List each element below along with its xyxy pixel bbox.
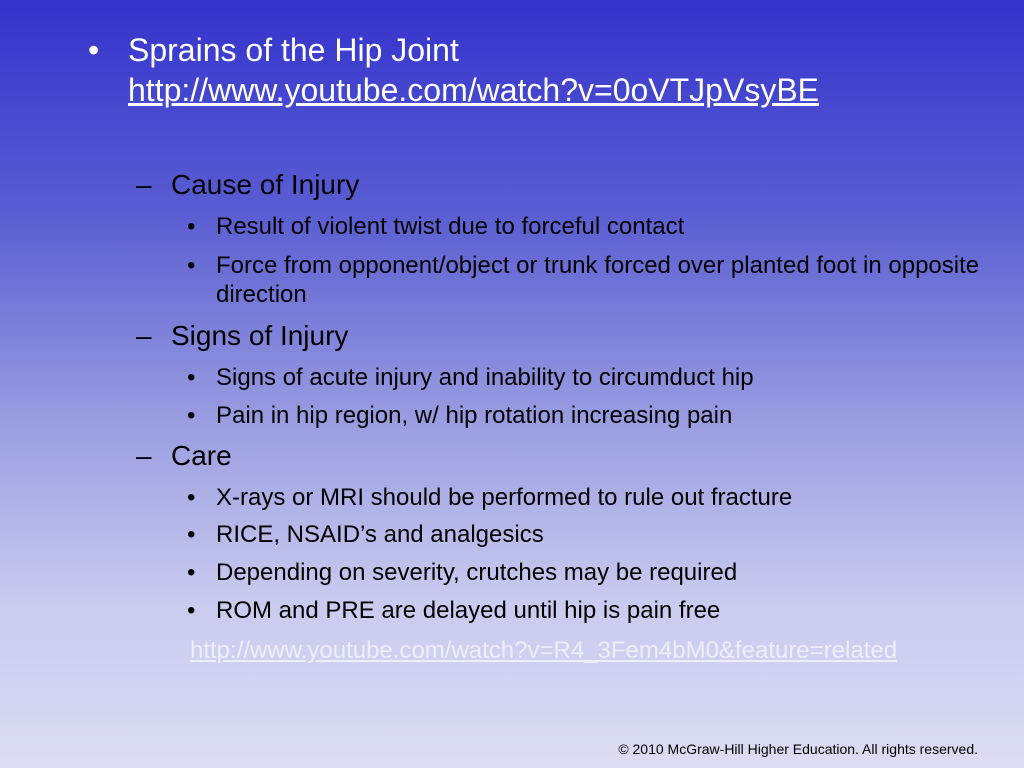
list-item-text: Signs of acute injury and inability to circumduct hip: [216, 364, 754, 391]
bullet-icon: •: [187, 521, 196, 548]
list-item-text: RICE, NSAID’s and analgesics: [216, 521, 544, 548]
copyright-footer: © 2010 McGraw-Hill Higher Education. All rights reserved.: [618, 741, 978, 757]
list-item: [187, 212, 987, 241]
dash-icon: –: [136, 440, 152, 471]
list-item-text: X-rays or MRI should be performed to rule out fracture: [216, 484, 793, 511]
video-link-secondary[interactable]: http://www.youtube.com/watch?v=R4_3Fem4bM0&feature=related: [190, 637, 898, 664]
section-heading-label: Signs of Injury: [171, 320, 349, 351]
list-item-text: Result of violent twist due to forceful contact: [216, 213, 685, 240]
list-item-text: Pain in hip region, w/ hip rotation increasing pain: [216, 402, 733, 429]
bullet-icon: •: [187, 252, 196, 279]
list-item: [187, 558, 987, 587]
list-item-text: Depending on severity, crutches may be required: [216, 559, 738, 586]
list-item: [187, 363, 987, 392]
video-link-primary[interactable]: http://www.youtube.com/watch?v=0oVTJpVsyBE: [128, 72, 819, 108]
list-item: [187, 483, 987, 512]
bullet-icon: •: [187, 597, 196, 624]
list-item-text: Force from opponent/object or trunk forced over planted foot in opposite direction: [216, 252, 980, 308]
section-heading-care: [136, 439, 232, 473]
list-item-text: ROM and PRE are delayed until hip is pain free: [216, 597, 721, 624]
slide-title-bullet: [88, 30, 988, 110]
section-heading-cause: [136, 168, 359, 202]
bullet-icon: •: [187, 402, 196, 429]
dash-icon: –: [136, 320, 152, 351]
bullet-icon: •: [88, 32, 100, 68]
section-heading-label: Care: [171, 440, 232, 471]
bullet-icon: •: [187, 484, 196, 511]
section-heading-signs: [136, 319, 348, 353]
list-item: [187, 596, 987, 625]
slide-title: Sprains of the Hip Joint: [128, 32, 459, 68]
section-heading-label: Cause of Injury: [171, 169, 360, 200]
list-item: [187, 520, 987, 549]
bullet-icon: •: [187, 559, 196, 586]
bullet-icon: •: [187, 364, 196, 391]
list-item: [187, 251, 987, 309]
list-item: [187, 401, 987, 430]
bullet-icon: •: [187, 213, 196, 240]
dash-icon: –: [136, 169, 152, 200]
